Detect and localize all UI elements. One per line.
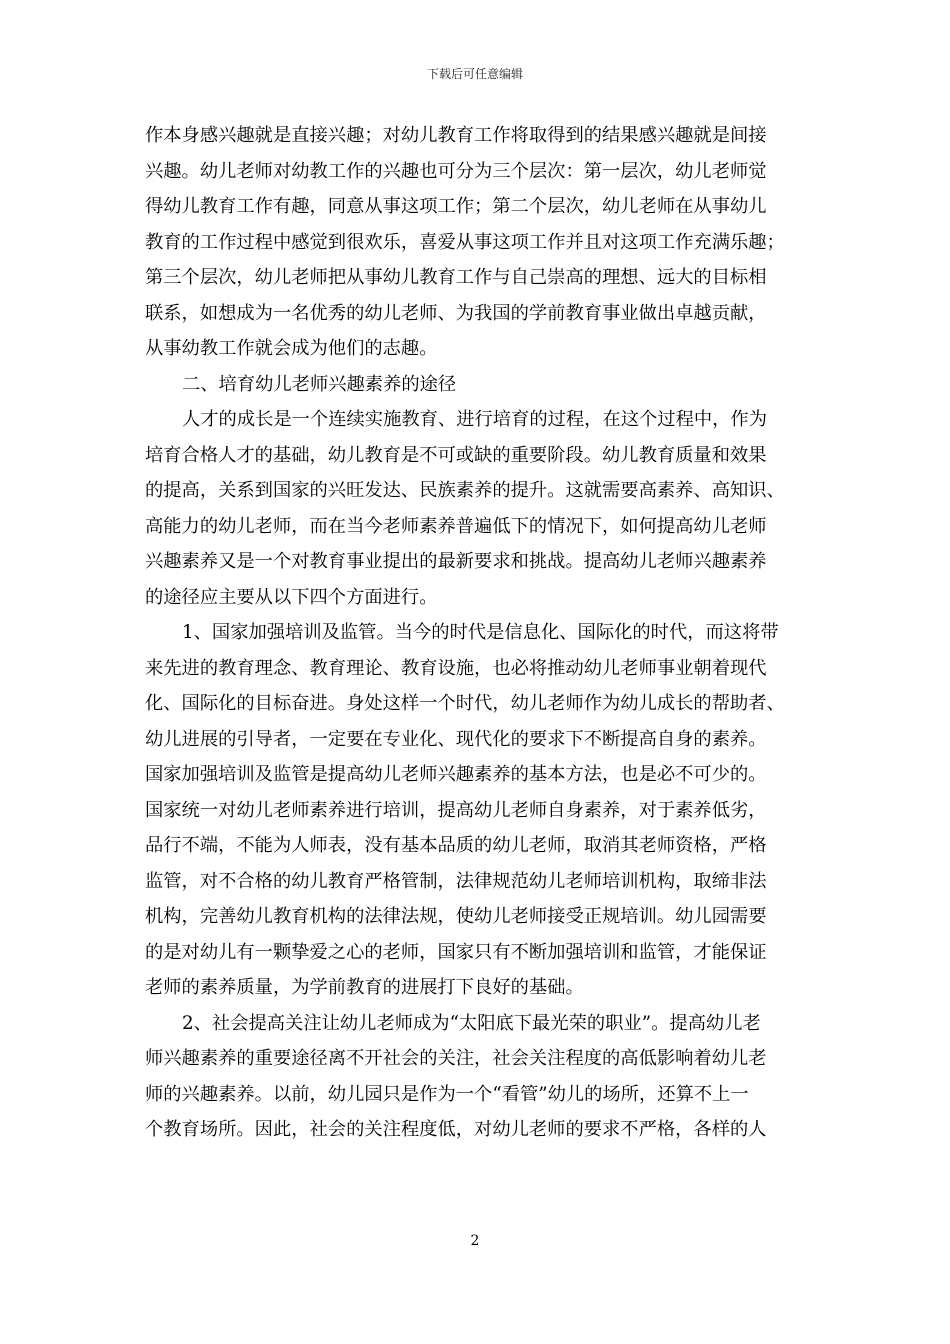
- text-line: 监管，对不合格的幼儿教育严格管制，法律规范幼儿老师培训机构，取缔非法: [145, 870, 767, 892]
- text-line: 培育合格人才的基础，幼儿教育是不可或缺的重要阶段。幼儿教育质量和效果: [145, 444, 767, 466]
- text-line: 机构，完善幼儿教育机构的法律法规，使幼儿老师接受正规培训。幼儿园需要: [145, 906, 767, 927]
- text-line: 兴趣素养又是一个对教育事业提出的最新要求和挑战。提高幼儿老师兴趣素养: [145, 551, 767, 572]
- text-line: 的途径应主要从以下四个方面进行。: [145, 586, 438, 608]
- text-line: 教育的工作过程中感觉到很欢乐，喜爱从事这项工作并且对这项工作充满乐趣；: [145, 231, 785, 253]
- page-number: 2: [470, 1233, 480, 1249]
- text-line: 国家统一对幼儿老师素养进行培训，提高幼儿老师自身素养，对于素养低劣，: [145, 799, 767, 821]
- text-line: 兴趣。幼儿老师对幼教工作的兴趣也可分为三个层次：第一层次，幼儿老师觉: [145, 160, 767, 182]
- text-line: 化、国际化的目标奋进。身处这样一个时代，幼儿老师作为幼儿成长的帮助者、: [145, 693, 785, 714]
- paragraph-social-attention: [145, 1006, 810, 1148]
- text-line: 2、社会提高关注让幼儿老师成为“太阳底下最光荣的职业”。提高幼儿老: [182, 1012, 761, 1034]
- text-line: 老师的素养质量，为学前教育的进展打下良好的基础。: [145, 977, 584, 998]
- text-line: 国家加强培训及监管是提高幼儿老师兴趣素养的基本方法，也是必不可少的。: [145, 764, 767, 785]
- text-line: 品行不端，不能为人师表，没有基本品质的幼儿老师，取消其老师资格，严格: [145, 835, 767, 856]
- text-line: 个教育场所。因此，社会的关注程度低，对幼儿老师的要求不严格，各样的人: [145, 1119, 767, 1140]
- text-line: 的提高，关系到国家的兴旺发达、民族素养的提升。这就需要高素养、高知识、: [145, 480, 785, 501]
- text-line: 作本身感兴趣就是直接兴趣；对幼儿教育工作将取得到的结果感兴趣就是间接: [145, 125, 767, 146]
- text-line: 幼儿进展的引导者，一定要在专业化、现代化的要求下不断提高自身的素养。: [145, 728, 767, 750]
- page-header: 下载后可任意编辑: [426, 67, 523, 81]
- paragraph-talent-growth: [145, 402, 810, 615]
- paragraph-national-training: [145, 615, 810, 1006]
- text-line: 第三个层次，幼儿老师把从事幼儿教育工作与自己崇高的理想、远大的目标相: [145, 267, 767, 288]
- text-line: 得幼儿教育工作有趣，同意从事这项工作；第二个层次，幼儿老师在从事幼儿: [145, 196, 767, 217]
- text-line: 联系，如想成为一名优秀的幼儿老师、为我国的学前教育事业做出卓越贡献，: [145, 302, 767, 324]
- text-line: 的是对幼儿有一颗挚爱之心的老师，国家只有不断加强培训和监管，才能保证: [145, 941, 767, 963]
- text-line: 师兴趣素养的重要途径离不开社会的关注，社会关注程度的高低影响着幼儿老: [145, 1048, 767, 1069]
- text-line: 1、国家加强培训及监管。当今的时代是信息化、国际化的时代，而这将带: [182, 622, 779, 643]
- section-heading: 二、培育幼儿老师兴趣素养的途径: [182, 373, 457, 395]
- paragraph-interest-levels: [145, 118, 810, 367]
- text-line: 来先进的教育理念、教育理论、教育设施，也必将推动幼儿老师事业朝着现代: [145, 657, 767, 679]
- text-line: 人才的成长是一个连续实施教育、进行培育的过程，在这个过程中，作为: [182, 409, 767, 430]
- document-body: [145, 118, 810, 1148]
- text-line: 高能力的幼儿老师，而在当今老师素养普遍低下的情况下，如何提高幼儿老师: [145, 515, 767, 537]
- text-line: 师的兴趣素养。以前，幼儿园只是作为一个“看管”幼儿的场所，还算不上一: [145, 1083, 749, 1105]
- text-line: 从事幼教工作就会成为他们的志趣。: [145, 338, 438, 359]
